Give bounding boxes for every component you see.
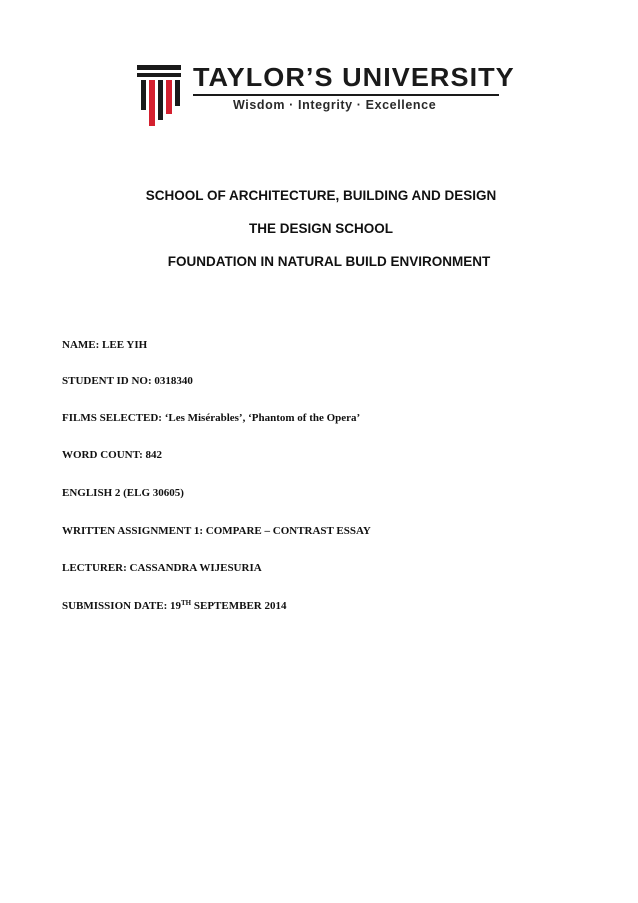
student-name: NAME: LEE YIH (62, 339, 148, 351)
university-name: TAYLOR’S UNIVERSITY (193, 62, 515, 92)
word-count: WORD COUNT: 842 (62, 449, 163, 461)
course-code: ENGLISH 2 (ELG 30605) (62, 487, 184, 499)
films-selected: FILMS SELECTED: ‘Les Misérables’, ‘Phantom of the Opera’ (62, 412, 361, 424)
logo-divider (193, 94, 499, 96)
submission-date-prefix: SUBMISSION DATE: 19 (62, 600, 181, 612)
university-motto: Wisdom · Integrity · Excellence (233, 98, 437, 112)
submission-date-suffix: SEPTEMBER 2014 (191, 600, 287, 612)
design-school-heading: THE DESIGN SCHOOL (248, 221, 393, 236)
submission-date-ordinal: TH (181, 599, 192, 607)
submission-date (62, 599, 286, 612)
student-id: STUDENT ID NO: 0318340 (62, 375, 193, 387)
lecturer-name: LECTURER: CASSANDRA WIJESURIA (62, 562, 262, 574)
university-logo (135, 62, 515, 132)
school-heading: SCHOOL OF ARCHITECTURE, BUILDING AND DESIGN (145, 188, 497, 203)
taylors-crest-icon (135, 62, 185, 132)
programme-heading: FOUNDATION IN NATURAL BUILD ENVIRONMENT (167, 254, 491, 269)
assignment-title: WRITTEN ASSIGNMENT 1: COMPARE – CONTRAST ESSAY (62, 525, 371, 537)
